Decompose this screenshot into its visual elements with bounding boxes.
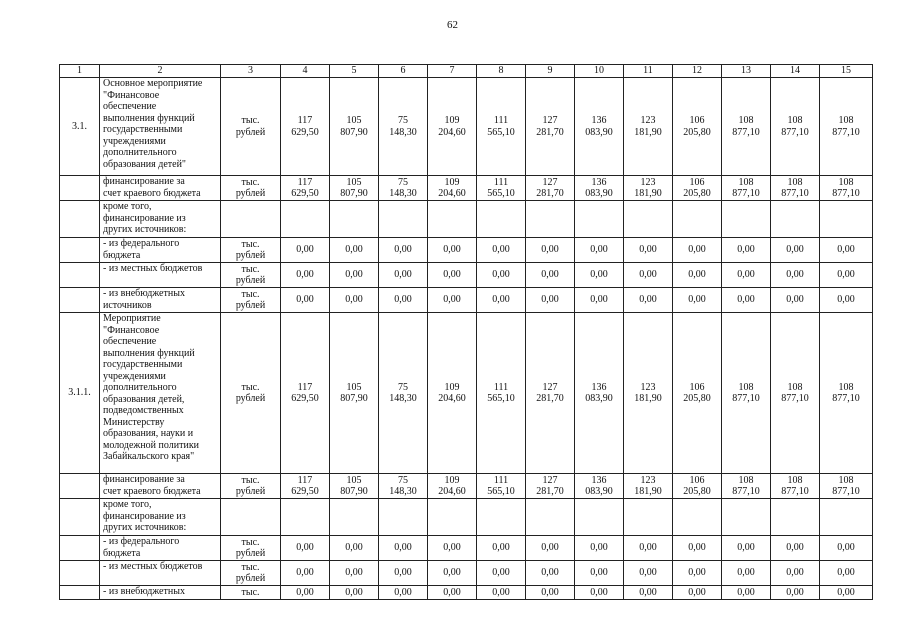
column-header: 3 [221, 65, 281, 78]
row-unit: тыс. рублей [221, 313, 281, 474]
value-cell: 0,00 [526, 238, 575, 263]
value-cell: 0,00 [820, 586, 873, 600]
value-cell: 105 807,90 [330, 78, 379, 176]
row-description: - из местных бюджетов [103, 561, 203, 572]
description-cell [100, 263, 221, 288]
value-cell: 106 205,80 [673, 313, 722, 474]
value-cell: 0,00 [575, 263, 624, 288]
value-cell: 0,00 [526, 561, 575, 586]
value-cell: 111 565,10 [477, 313, 526, 474]
row-unit: тыс. [221, 586, 281, 600]
column-header: 12 [673, 65, 722, 78]
value-cell: 0,00 [526, 288, 575, 313]
value-cell: 0,00 [379, 536, 428, 561]
value-cell: 0,00 [330, 288, 379, 313]
value-cell [771, 201, 820, 238]
column-header: 5 [330, 65, 379, 78]
value-cell: 0,00 [379, 288, 428, 313]
row-code [60, 561, 100, 586]
column-header: 13 [722, 65, 771, 78]
value-cell: 75 148,30 [379, 176, 428, 201]
value-cell [526, 201, 575, 238]
value-cell: 109 204,60 [428, 176, 477, 201]
table-row [60, 586, 873, 600]
description-cell [100, 474, 221, 499]
value-cell: 108 877,10 [722, 474, 771, 499]
value-cell: 0,00 [330, 586, 379, 600]
header-row [60, 65, 873, 78]
value-cell [575, 201, 624, 238]
row-unit: тыс. рублей [221, 263, 281, 288]
row-description: финансирование за счет краевого бюджета [103, 176, 201, 199]
description-cell [100, 201, 221, 238]
column-header: 1 [60, 65, 100, 78]
value-cell: 0,00 [575, 536, 624, 561]
value-cell: 0,00 [575, 561, 624, 586]
value-cell: 0,00 [575, 288, 624, 313]
table-row [60, 263, 873, 288]
value-cell: 109 204,60 [428, 313, 477, 474]
value-cell: 0,00 [379, 238, 428, 263]
row-description: - из местных бюджетов [103, 263, 203, 274]
value-cell: 127 281,70 [526, 176, 575, 201]
row-description: - из федерального бюджета [103, 238, 180, 261]
value-cell: 0,00 [379, 263, 428, 288]
value-cell: 108 877,10 [771, 176, 820, 201]
value-cell: 127 281,70 [526, 313, 575, 474]
value-cell: 0,00 [330, 238, 379, 263]
table-row [60, 78, 873, 176]
value-cell: 0,00 [722, 561, 771, 586]
value-cell: 0,00 [624, 238, 673, 263]
value-cell [820, 201, 873, 238]
value-cell: 0,00 [771, 288, 820, 313]
value-cell: 105 807,90 [330, 176, 379, 201]
value-cell: 0,00 [673, 238, 722, 263]
description-cell [100, 536, 221, 561]
value-cell: 0,00 [575, 586, 624, 600]
value-cell: 0,00 [624, 536, 673, 561]
value-cell: 0,00 [477, 288, 526, 313]
row-description: Мероприятие "Финансовое обеспечение выполнения функций государственными учреждениями дополнительного образования детей, подведомственных Министерству образования, науки и молодежной политики Забайкальского края" [103, 313, 200, 462]
value-cell: 75 148,30 [379, 474, 428, 499]
description-cell [100, 313, 221, 474]
budget-table [59, 64, 873, 600]
value-cell: 0,00 [281, 238, 330, 263]
value-cell: 111 565,10 [477, 176, 526, 201]
value-cell: 0,00 [428, 561, 477, 586]
value-cell: 0,00 [379, 561, 428, 586]
row-description: - из внебюджетных [103, 586, 185, 597]
value-cell: 0,00 [722, 586, 771, 600]
value-cell: 0,00 [477, 561, 526, 586]
value-cell: 0,00 [624, 561, 673, 586]
value-cell: 127 281,70 [526, 474, 575, 499]
value-cell: 75 148,30 [379, 78, 428, 176]
value-cell: 0,00 [820, 288, 873, 313]
value-cell: 75 148,30 [379, 313, 428, 474]
value-cell: 0,00 [820, 561, 873, 586]
value-cell: 123 181,90 [624, 176, 673, 201]
value-cell: 0,00 [575, 238, 624, 263]
row-unit [221, 201, 281, 238]
value-cell: 0,00 [281, 586, 330, 600]
value-cell: 0,00 [820, 238, 873, 263]
row-code [60, 176, 100, 201]
value-cell: 108 877,10 [771, 78, 820, 176]
value-cell: 0,00 [526, 536, 575, 561]
table-row [60, 536, 873, 561]
value-cell: 108 877,10 [820, 313, 873, 474]
column-header: 4 [281, 65, 330, 78]
value-cell: 0,00 [722, 238, 771, 263]
value-cell: 109 204,60 [428, 474, 477, 499]
value-cell: 0,00 [624, 586, 673, 600]
description-cell [100, 499, 221, 536]
value-cell: 136 083,90 [575, 474, 624, 499]
table-row [60, 561, 873, 586]
row-code [60, 201, 100, 238]
value-cell [673, 499, 722, 536]
value-cell: 0,00 [771, 586, 820, 600]
value-cell: 105 807,90 [330, 474, 379, 499]
value-cell: 0,00 [673, 288, 722, 313]
value-cell: 0,00 [722, 536, 771, 561]
value-cell: 111 565,10 [477, 474, 526, 499]
row-code [60, 263, 100, 288]
column-header: 6 [379, 65, 428, 78]
value-cell: 0,00 [771, 263, 820, 288]
value-cell: 123 181,90 [624, 78, 673, 176]
value-cell [330, 201, 379, 238]
row-code [60, 586, 100, 600]
value-cell: 106 205,80 [673, 474, 722, 499]
description-cell [100, 78, 221, 176]
column-header: 14 [771, 65, 820, 78]
value-cell [624, 201, 673, 238]
value-cell: 108 877,10 [820, 78, 873, 176]
value-cell: 108 877,10 [820, 176, 873, 201]
value-cell: 108 877,10 [722, 313, 771, 474]
description-cell [100, 561, 221, 586]
row-unit: тыс. рублей [221, 78, 281, 176]
value-cell: 117 629,50 [281, 78, 330, 176]
column-header: 9 [526, 65, 575, 78]
value-cell: 0,00 [722, 263, 771, 288]
table-row [60, 201, 873, 238]
row-description: Основное мероприятие "Финансовое обеспечение выполнения функций государственными учреждениями дополнительного образования детей" [103, 78, 203, 170]
value-cell: 0,00 [428, 536, 477, 561]
row-description: - из внебюджетных источников [103, 288, 185, 311]
table-row [60, 238, 873, 263]
value-cell: 0,00 [428, 238, 477, 263]
table-row [60, 499, 873, 536]
row-code [60, 238, 100, 263]
value-cell: 136 083,90 [575, 78, 624, 176]
value-cell [428, 499, 477, 536]
value-cell: 127 281,70 [526, 78, 575, 176]
column-header: 8 [477, 65, 526, 78]
value-cell: 0,00 [820, 263, 873, 288]
value-cell: 108 877,10 [771, 474, 820, 499]
value-cell: 108 877,10 [771, 313, 820, 474]
value-cell: 0,00 [771, 536, 820, 561]
value-cell: 0,00 [281, 263, 330, 288]
value-cell: 0,00 [624, 263, 673, 288]
value-cell [379, 499, 428, 536]
row-unit: тыс. рублей [221, 536, 281, 561]
row-code [60, 474, 100, 499]
value-cell: 0,00 [281, 561, 330, 586]
column-header: 7 [428, 65, 477, 78]
value-cell: 106 205,80 [673, 176, 722, 201]
row-code: 3.1. [60, 78, 100, 176]
description-cell [100, 586, 221, 600]
value-cell: 0,00 [428, 586, 477, 600]
row-unit [221, 499, 281, 536]
value-cell [281, 499, 330, 536]
column-header: 10 [575, 65, 624, 78]
value-cell: 0,00 [477, 536, 526, 561]
value-cell: 123 181,90 [624, 474, 673, 499]
value-cell: 117 629,50 [281, 176, 330, 201]
row-code [60, 536, 100, 561]
description-cell [100, 176, 221, 201]
table-row [60, 313, 873, 474]
value-cell: 0,00 [722, 288, 771, 313]
value-cell [771, 499, 820, 536]
value-cell [428, 201, 477, 238]
row-code: 3.1.1. [60, 313, 100, 474]
value-cell: 0,00 [281, 288, 330, 313]
row-unit: тыс. рублей [221, 474, 281, 499]
value-cell: 0,00 [771, 561, 820, 586]
row-description: кроме того, финансирование из других источников: [103, 499, 187, 533]
table-row [60, 288, 873, 313]
table-row [60, 176, 873, 201]
row-description: - из федерального бюджета [103, 536, 180, 559]
value-cell [673, 201, 722, 238]
value-cell: 0,00 [428, 288, 477, 313]
value-cell: 0,00 [820, 536, 873, 561]
value-cell: 136 083,90 [575, 176, 624, 201]
value-cell [330, 499, 379, 536]
value-cell: 0,00 [477, 238, 526, 263]
value-cell: 0,00 [771, 238, 820, 263]
value-cell: 0,00 [673, 561, 722, 586]
description-cell [100, 238, 221, 263]
value-cell: 108 877,10 [722, 78, 771, 176]
table-row [60, 474, 873, 499]
value-cell: 111 565,10 [477, 78, 526, 176]
value-cell: 0,00 [281, 536, 330, 561]
value-cell: 0,00 [428, 263, 477, 288]
page-number: 62 [447, 19, 458, 31]
column-header: 15 [820, 65, 873, 78]
value-cell: 108 877,10 [722, 176, 771, 201]
value-cell [722, 201, 771, 238]
value-cell: 0,00 [624, 288, 673, 313]
value-cell [526, 499, 575, 536]
value-cell: 105 807,90 [330, 313, 379, 474]
value-cell: 0,00 [477, 263, 526, 288]
row-code [60, 499, 100, 536]
value-cell: 0,00 [477, 586, 526, 600]
value-cell: 0,00 [673, 536, 722, 561]
value-cell: 0,00 [673, 586, 722, 600]
value-cell: 0,00 [330, 263, 379, 288]
value-cell [820, 499, 873, 536]
column-header: 11 [624, 65, 673, 78]
value-cell [477, 201, 526, 238]
row-description: кроме того, финансирование из других источников: [103, 201, 187, 235]
value-cell: 117 629,50 [281, 474, 330, 499]
value-cell [575, 499, 624, 536]
value-cell: 0,00 [526, 586, 575, 600]
value-cell [281, 201, 330, 238]
value-cell: 0,00 [673, 263, 722, 288]
value-cell: 123 181,90 [624, 313, 673, 474]
row-description: финансирование за счет краевого бюджета [103, 474, 201, 497]
value-cell: 106 205,80 [673, 78, 722, 176]
value-cell: 109 204,60 [428, 78, 477, 176]
value-cell: 0,00 [330, 561, 379, 586]
row-unit: тыс. рублей [221, 238, 281, 263]
value-cell [722, 499, 771, 536]
value-cell: 0,00 [526, 263, 575, 288]
row-unit: тыс. рублей [221, 288, 281, 313]
row-unit: тыс. рублей [221, 561, 281, 586]
column-header: 2 [100, 65, 221, 78]
value-cell: 0,00 [330, 536, 379, 561]
value-cell: 108 877,10 [820, 474, 873, 499]
value-cell [379, 201, 428, 238]
value-cell: 136 083,90 [575, 313, 624, 474]
row-unit: тыс. рублей [221, 176, 281, 201]
value-cell [477, 499, 526, 536]
description-cell [100, 288, 221, 313]
value-cell: 0,00 [379, 586, 428, 600]
value-cell [624, 499, 673, 536]
value-cell: 117 629,50 [281, 313, 330, 474]
row-code [60, 288, 100, 313]
